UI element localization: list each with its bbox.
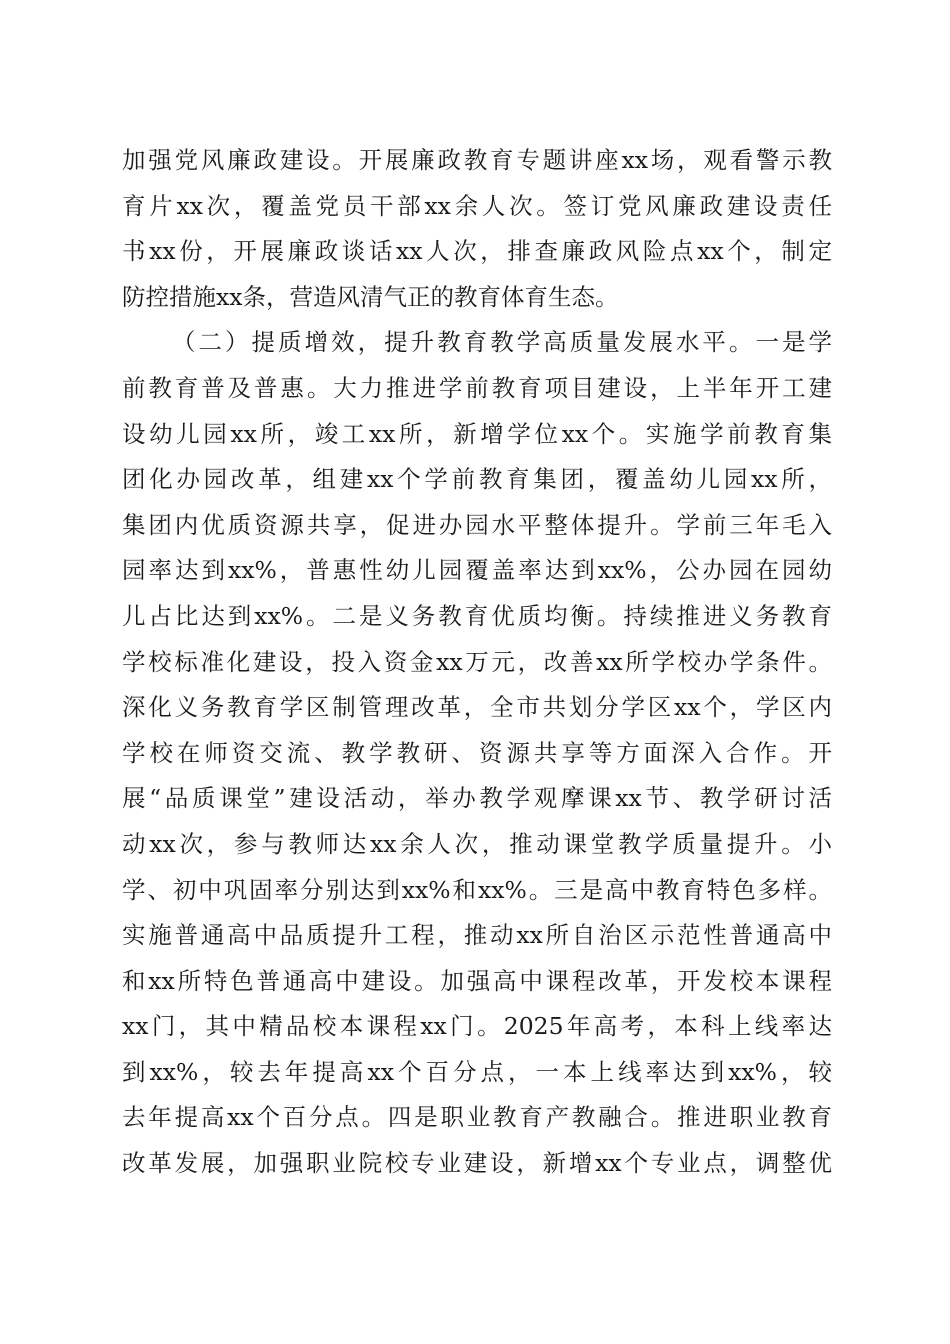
- text-line: 到xx%，较去年提高xx个百分点，一本上线率达到xx%，较: [122, 1057, 832, 1086]
- text-line: 儿占比达到xx%。二是义务教育优质均衡。持续推进义务教育: [122, 601, 832, 630]
- text-line: 加强党风廉政建设。开展廉政教育专题讲座xx场，观看警示教: [122, 146, 832, 174]
- text-line: 改革发展，加强职业院校专业建设，新增xx个专业点，调整优: [122, 1149, 832, 1178]
- text-line: 学校标准化建设，投入资金xx万元，改善xx所学校办学条件。: [122, 647, 832, 676]
- text-line: 深化义务教育学区制管理改革，全市共划分学区xx个，学区内: [122, 693, 832, 722]
- text-line: 前教育普及普惠。大力推进学前教育项目建设，上半年开工建: [122, 373, 832, 402]
- text-line: 集团内优质资源共享，促进办园水平整体提升。学前三年毛入: [122, 510, 832, 539]
- text-line: 动xx次，参与教师达xx余人次，推动课堂教学质量提升。小: [122, 829, 832, 858]
- text-line: 和xx所特色普通高中建设。加强高中课程改革，开发校本课程: [122, 966, 832, 995]
- text-line: 书xx份，开展廉政谈话xx人次，排查廉政风险点xx个，制定: [122, 237, 832, 266]
- text-line: 团化办园改革，组建xx个学前教育集团，覆盖幼儿园xx所，: [122, 465, 832, 494]
- text-line: 展“品质课堂”建设活动，举办教学观摩课xx节、教学研讨活: [122, 784, 832, 813]
- text-line: 园率达到xx%，普惠性幼儿园覆盖率达到xx%，公办园在园幼: [122, 556, 832, 585]
- text-line: 学、初中巩固率分别达到xx%和xx%。三是高中教育特色多样。: [122, 875, 832, 904]
- text-line: 设幼儿园xx所，竣工xx所，新增学位xx个。实施学前教育集: [122, 419, 832, 448]
- body-text: [122, 138, 832, 1187]
- text-line: 育片xx次，覆盖党员干部xx余人次。签订党风廉政建设责任: [122, 191, 832, 220]
- text-line: 去年提高xx个百分点。四是职业教育产教融合。推进职业教育: [122, 1103, 832, 1132]
- section-heading-line: （二）提质增效，提升教育教学高质量发展水平。一是学: [172, 328, 832, 357]
- text-line: 防控措施xx条，营造风清气正的教育体育生态。: [122, 282, 619, 311]
- text-line: 实施普通高中品质提升工程，推动xx所自治区示范性普通高中: [122, 921, 832, 950]
- text-line: 学校在师资交流、教学教研、资源共享等方面深入合作。开: [122, 738, 832, 767]
- text-line: xx门，其中精品校本课程xx门。2025年高考，本科上线率达: [122, 1012, 832, 1041]
